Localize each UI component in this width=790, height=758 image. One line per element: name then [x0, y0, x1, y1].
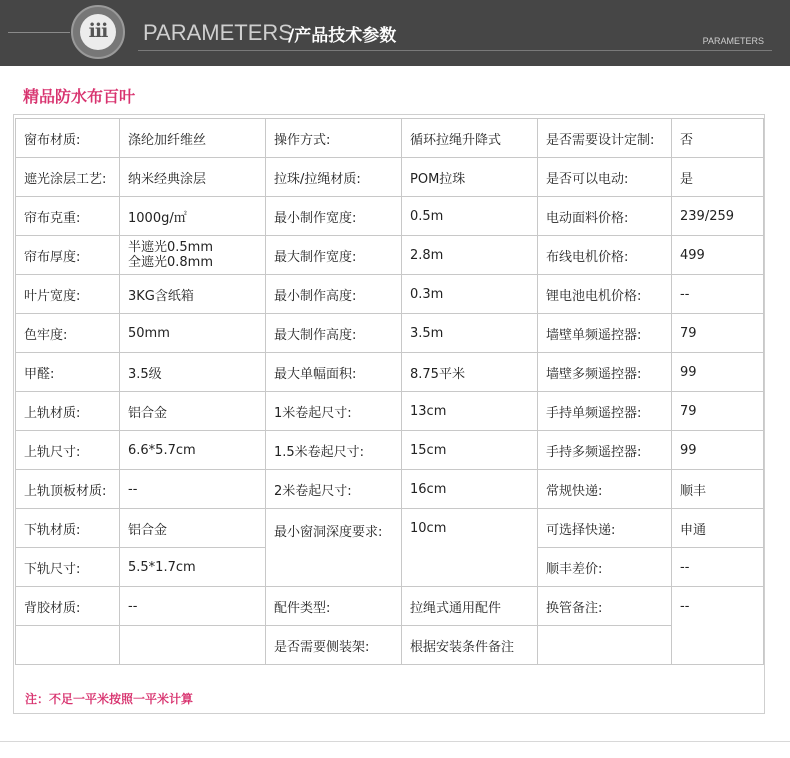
spec-value: 否: [672, 119, 764, 158]
spec-value: 99: [672, 353, 764, 392]
spec-value: [120, 236, 266, 275]
table-row: [16, 314, 764, 353]
table-row: [16, 626, 764, 665]
header-banner: [0, 0, 790, 66]
spec-value: 99: [672, 431, 764, 470]
spec-label: 最大单幅面积:: [266, 353, 402, 392]
spec-label: 手持单频遥控器:: [538, 392, 672, 431]
spec-label: 最小窗洞深度要求:: [266, 509, 402, 587]
spec-value: 8.75平米: [402, 353, 538, 392]
spec-label: 是否需要设计定制:: [538, 119, 672, 158]
spec-label: [16, 626, 120, 665]
spec-value: 根据安装条件备注: [402, 626, 538, 665]
spec-value: --: [672, 275, 764, 314]
spec-label: 最大制作宽度:: [266, 236, 402, 275]
header-title-en: PARAMETERS: [143, 20, 293, 45]
spec-label: 墙壁单频遥控器:: [538, 314, 672, 353]
spec-label: 上轨材质:: [16, 392, 120, 431]
spec-value: 循环拉绳升降式: [402, 119, 538, 158]
spec-value: 拉绳式通用配件: [402, 587, 538, 626]
spec-value: 5.5*1.7cm: [120, 548, 266, 587]
table-row: [16, 587, 764, 626]
spec-value: 铝合金: [120, 509, 266, 548]
spec-value: --: [672, 587, 764, 665]
spec-label: 布线电机价格:: [538, 236, 672, 275]
spec-label: 帘布克重:: [16, 197, 120, 236]
table-row: [16, 392, 764, 431]
spec-value: 3.5级: [120, 353, 266, 392]
spec-label: 上轨尺寸:: [16, 431, 120, 470]
spec-label: 手持多频遥控器:: [538, 431, 672, 470]
spec-label: 电动面料价格:: [538, 197, 672, 236]
spec-label: 操作方式:: [266, 119, 402, 158]
spec-label: 是否可以电动:: [538, 158, 672, 197]
spec-label: 帘布厚度:: [16, 236, 120, 275]
table-row: [16, 509, 764, 548]
header-left-line: [8, 32, 70, 33]
spec-value: --: [120, 587, 266, 626]
spec-value: POM拉珠: [402, 158, 538, 197]
spec-label: 色牢度:: [16, 314, 120, 353]
spec-value: 铝合金: [120, 392, 266, 431]
spec-value: 10cm: [402, 509, 538, 587]
spec-value: 6.6*5.7cm: [120, 431, 266, 470]
spec-value: 239/259: [672, 197, 764, 236]
table-row: [16, 431, 764, 470]
table-row: [16, 275, 764, 314]
spec-label: 1.5米卷起尺寸:: [266, 431, 402, 470]
spec-value: 13cm: [402, 392, 538, 431]
thickness-line-2: 全遮光0.8mm: [128, 255, 214, 270]
logo-badge: [71, 5, 125, 59]
spec-value: 是: [672, 158, 764, 197]
table-row: [16, 470, 764, 509]
spec-value: 50mm: [120, 314, 266, 353]
spec-label: 最小制作宽度:: [266, 197, 402, 236]
spec-value: 3.5m: [402, 314, 538, 353]
spec-label: 是否需要侧装架:: [266, 626, 402, 665]
spec-value: 顺丰: [672, 470, 764, 509]
spec-label: 下轨材质:: [16, 509, 120, 548]
spec-table: [15, 118, 764, 665]
spec-value: 0.5m: [402, 197, 538, 236]
spec-label: 配件类型:: [266, 587, 402, 626]
table-row: [16, 236, 764, 275]
spec-label: 墙壁多频遥控器:: [538, 353, 672, 392]
table-row: [16, 197, 764, 236]
table-row: [16, 353, 764, 392]
thickness-line-1: 半遮光0.5mm: [128, 240, 214, 255]
spec-label: 窗布材质:: [16, 119, 120, 158]
table-row: [16, 119, 764, 158]
spec-value: 1000g/㎡: [120, 197, 266, 236]
product-title: 精品防水布百叶: [23, 87, 136, 106]
footnote: 注：不足一平米按照一平米计算: [25, 692, 194, 706]
header-divider: [138, 50, 772, 51]
bottom-divider: [0, 741, 790, 742]
spec-value: 499: [672, 236, 764, 275]
spec-label: 换管备注:: [538, 587, 672, 626]
spec-label: 下轨尺寸:: [16, 548, 120, 587]
spec-value: 79: [672, 392, 764, 431]
spec-label: 遮光涂层工艺:: [16, 158, 120, 197]
spec-label: [538, 626, 672, 665]
spec-label: 顺丰差价:: [538, 548, 672, 587]
spec-label: 锂电池电机价格:: [538, 275, 672, 314]
spec-label: 甲醛:: [16, 353, 120, 392]
spec-label: 2米卷起尺寸:: [266, 470, 402, 509]
spec-label: 拉珠/拉绳材质:: [266, 158, 402, 197]
spec-label: 可选择快递:: [538, 509, 672, 548]
logo-icon: iii: [80, 14, 116, 50]
spec-label: 背胶材质:: [16, 587, 120, 626]
spec-value: 0.3m: [402, 275, 538, 314]
spec-value: 涤纶加纤维丝: [120, 119, 266, 158]
spec-label: 叶片宽度:: [16, 275, 120, 314]
spec-value: 16cm: [402, 470, 538, 509]
spec-label: 最大制作高度:: [266, 314, 402, 353]
spec-value: 3KG含纸箱: [120, 275, 266, 314]
spec-label: 常规快递:: [538, 470, 672, 509]
spec-value: --: [672, 548, 764, 587]
spec-value: [120, 626, 266, 665]
spec-label: 最小制作高度:: [266, 275, 402, 314]
table-row: [16, 158, 764, 197]
spec-label: 上轨顶板材质:: [16, 470, 120, 509]
header-title-cn: /产品技术参数: [288, 26, 397, 46]
spec-value: 79: [672, 314, 764, 353]
spec-value: 15cm: [402, 431, 538, 470]
header-subtitle: PARAMETERS: [702, 36, 764, 46]
spec-value: 2.8m: [402, 236, 538, 275]
spec-value: 申通: [672, 509, 764, 548]
spec-value: --: [120, 470, 266, 509]
spec-value: 纳米经典涂层: [120, 158, 266, 197]
spec-label: 1米卷起尺寸:: [266, 392, 402, 431]
